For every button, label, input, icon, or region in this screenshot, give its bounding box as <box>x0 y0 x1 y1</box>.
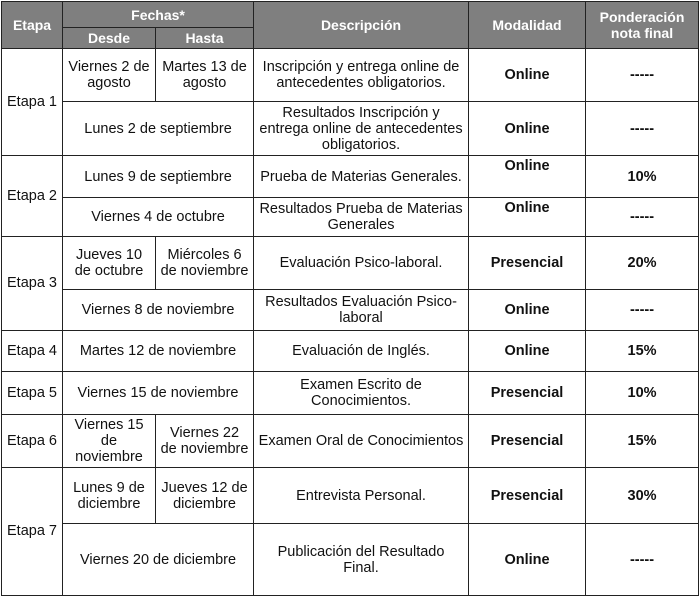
stage-label: Etapa 5 <box>2 371 63 414</box>
description: Resultados Prueba de Materias Generales <box>254 198 469 236</box>
date-from: Viernes 15 de noviembre <box>63 415 156 467</box>
table-row <box>2 236 699 289</box>
table-row <box>2 198 699 236</box>
modality: Online <box>469 290 586 330</box>
table-row <box>2 290 699 330</box>
weight: 30% <box>586 467 699 524</box>
weight: 10% <box>586 155 699 197</box>
stage-label: Etapa 6 <box>2 415 63 467</box>
modality: Online <box>469 198 586 236</box>
header-fechas: Fechas* <box>63 2 254 28</box>
date: Viernes 8 de noviembre <box>63 290 254 330</box>
modality: Presencial <box>469 467 586 524</box>
description: Examen Oral de Conocimientos <box>254 415 469 467</box>
stage-label: Etapa 7 <box>2 467 63 595</box>
weight: ----- <box>586 49 699 102</box>
modality: Online <box>469 330 586 371</box>
table-row <box>2 524 699 596</box>
stages-schedule-table <box>1 1 699 596</box>
modality: Online <box>469 155 586 197</box>
table-row <box>2 330 699 371</box>
modality: Presencial <box>469 236 586 289</box>
description: Resultados Inscripción y entrega online de antecedentes obligatorios. <box>254 102 469 155</box>
table-header <box>2 2 699 49</box>
weight: 10% <box>586 371 699 414</box>
header-ponderacion: Ponderación nota final <box>586 2 699 49</box>
description: Entrevista Personal. <box>254 467 469 524</box>
description: Prueba de Materias Generales. <box>254 155 469 197</box>
table-row <box>2 415 699 467</box>
table-row <box>2 155 699 197</box>
stage-label: Etapa 3 <box>2 236 63 330</box>
date: Lunes 9 de septiembre <box>63 155 254 197</box>
stage-label: Etapa 2 <box>2 155 63 236</box>
header-etapa: Etapa <box>2 2 63 49</box>
header-descripcion: Descripción <box>254 2 469 49</box>
date-to: Martes 13 de agosto <box>156 49 254 102</box>
modality: Online <box>469 49 586 102</box>
header-hasta: Hasta <box>156 28 254 49</box>
date: Lunes 2 de septiembre <box>63 102 254 155</box>
date-from: Viernes 2 de agosto <box>63 49 156 102</box>
modality: Online <box>469 524 586 596</box>
weight: ----- <box>586 198 699 236</box>
description: Publicación del Resultado Final. <box>254 524 469 596</box>
weight: ----- <box>586 524 699 596</box>
date-from: Jueves 10 de octubre <box>63 236 156 289</box>
date-to: Jueves 12 de diciembre <box>156 467 254 524</box>
header-modalidad: Modalidad <box>469 2 586 49</box>
date-to: Miércoles 6 de noviembre <box>156 236 254 289</box>
date-to: Viernes 22 de noviembre <box>156 415 254 467</box>
date: Viernes 20 de diciembre <box>63 524 254 596</box>
weight: ----- <box>586 290 699 330</box>
modality: Online <box>469 102 586 155</box>
description: Inscripción y entrega online de antecedentes obligatorios. <box>254 49 469 102</box>
description: Resultados Evaluación Psico-laboral <box>254 290 469 330</box>
weight: ----- <box>586 102 699 155</box>
table-row <box>2 102 699 155</box>
date: Viernes 15 de noviembre <box>63 371 254 414</box>
modality: Presencial <box>469 415 586 467</box>
stage-label: Etapa 1 <box>2 49 63 156</box>
date: Viernes 4 de octubre <box>63 198 254 236</box>
modality: Presencial <box>469 371 586 414</box>
date: Martes 12 de noviembre <box>63 330 254 371</box>
date-from: Lunes 9 de diciembre <box>63 467 156 524</box>
weight: 15% <box>586 415 699 467</box>
table-body <box>2 49 699 596</box>
weight: 20% <box>586 236 699 289</box>
header-desde: Desde <box>63 28 156 49</box>
weight: 15% <box>586 330 699 371</box>
description: Evaluación de Inglés. <box>254 330 469 371</box>
table-row <box>2 371 699 414</box>
description: Evaluación Psico-laboral. <box>254 236 469 289</box>
table-row <box>2 49 699 102</box>
description: Examen Escrito de Conocimientos. <box>254 371 469 414</box>
stage-label: Etapa 4 <box>2 330 63 371</box>
table-row <box>2 467 699 524</box>
